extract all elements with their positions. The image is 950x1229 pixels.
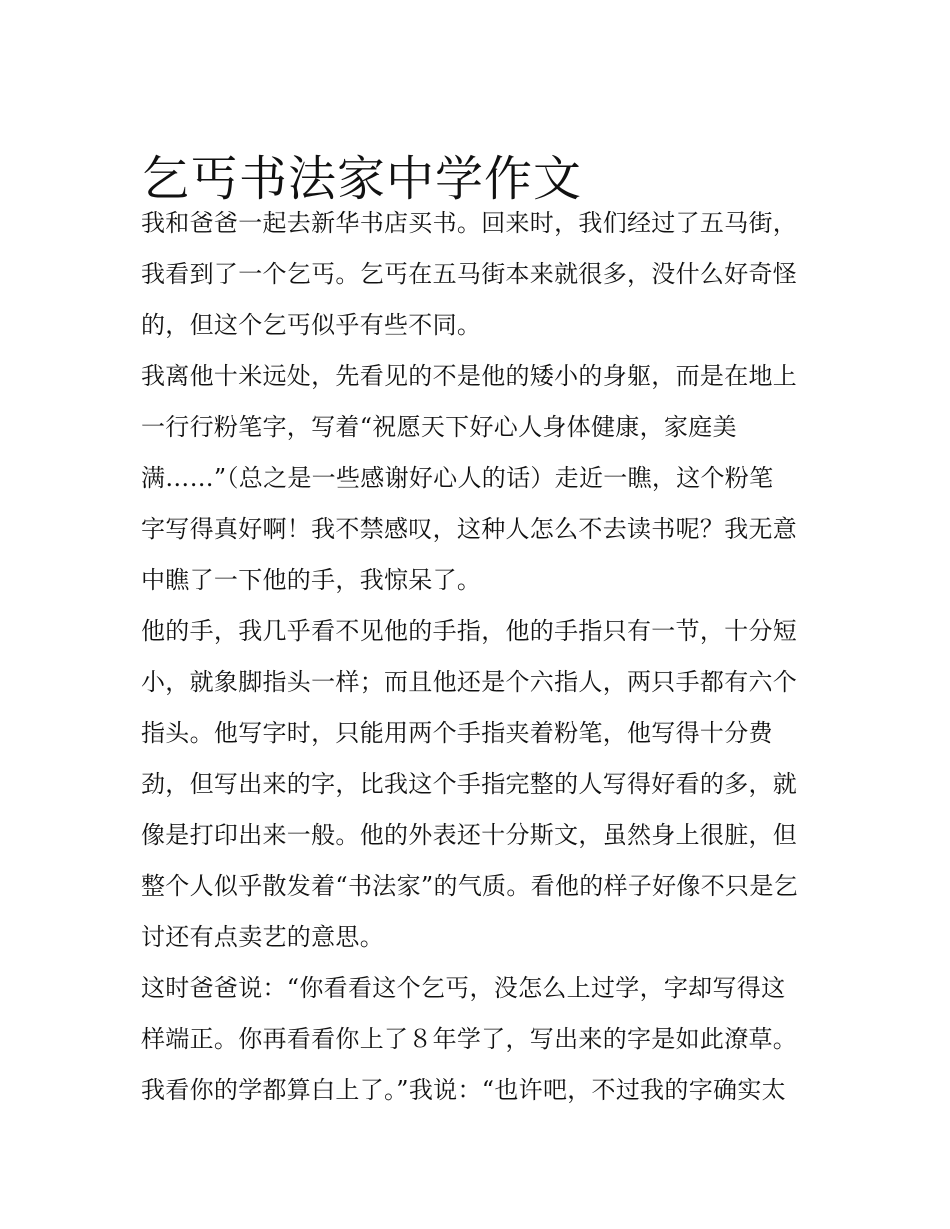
text-line: 像是打印出来一般。他的外表还十分斯文，虽然身上很脏，但	[141, 821, 798, 849]
text-line: 他的手，我几乎看不见他的手指，他的手指只有一节，十分短	[141, 617, 798, 645]
text-line: 样端正。你再看看你上了８年学了，写出来的字是如此潦草。	[141, 1025, 798, 1053]
text-line: 讨还有点卖艺的意思。	[141, 923, 384, 951]
text-line: 我看到了一个乞丐。乞丐在五马街本来就很多，没什么好奇怪	[141, 260, 798, 288]
text-line: 中瞧了一下他的手，我惊呆了。	[141, 566, 482, 594]
text-line: 劲，但写出来的字，比我这个手指完整的人写得好看的多，就	[141, 770, 798, 798]
text-line: 整个人似乎散发着“书法家”的气质。看他的样子好像不只是乞	[141, 872, 798, 900]
document-title: 乞丐书法家中学作文	[141, 151, 583, 208]
text-line: 的，但这个乞丐似乎有些不同。	[141, 311, 482, 339]
text-line: 我离他十米远处，先看见的不是他的矮小的身躯，而是在地上	[141, 362, 798, 390]
text-line: 一行行粉笔字，写着“祝愿天下好心人身体健康，家庭美	[141, 413, 737, 441]
document-body	[141, 198, 816, 1116]
text-line: 我和爸爸一起去新华书店买书。回来时，我们经过了五马街，	[141, 209, 798, 237]
text-line: 我看你的学都算白上了。”我说：“也许吧，不过我的字确实太	[141, 1076, 786, 1104]
text-line: 指头。他写字时，只能用两个手指夹着粉笔，他写得十分费	[141, 719, 773, 747]
text-line: 字写得真好啊！我不禁感叹，这种人怎么不去读书呢？我无意	[141, 515, 798, 543]
text-line: 小，就象脚指头一样；而且他还是个六指人，两只手都有六个	[141, 668, 798, 696]
text-line: 满……”（总之是一些感谢好心人的话）走近一瞧，这个粉笔	[141, 464, 774, 492]
text-line: 这时爸爸说：“你看看这个乞丐，没怎么上过学，字却写得这	[141, 974, 786, 1002]
